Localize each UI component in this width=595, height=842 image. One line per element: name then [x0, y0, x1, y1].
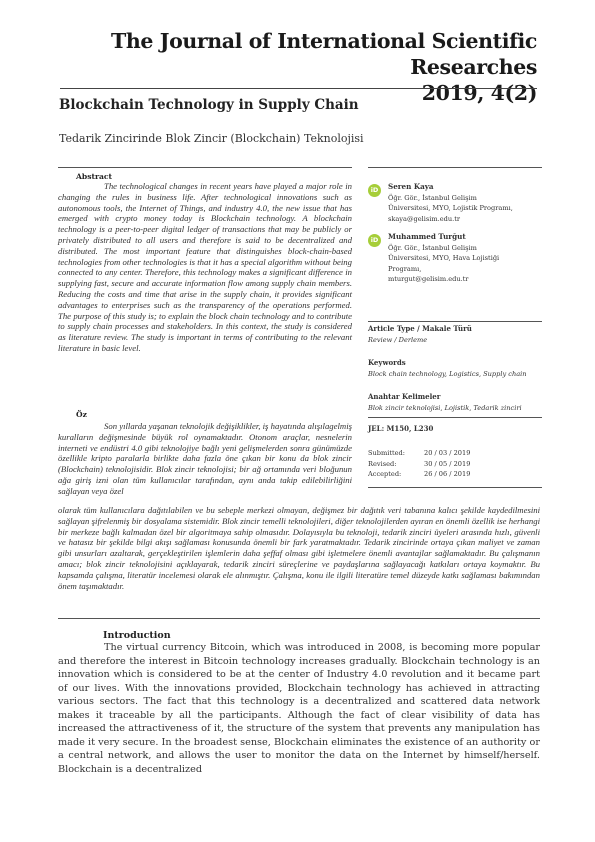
header-rule — [60, 88, 537, 89]
date-label: Accepted: — [368, 470, 402, 478]
author-name: Seren Kaya — [388, 182, 434, 191]
oz-text-part2: olarak tüm kullanıcılara dağıtılabilen ve bu sebeple merkezi olmayan, değişmez bir dağıtık veri tabanına kalıcı şekilde kaydedilmesini sağlayan şifrelenmiş bir dosyalama sistemidir. Blok zincir temelli teknolojileri, diğer teknolojilerden ayıran en önemli özellik ise herhangi bir merkeze bağlı kalmadan özel bir algoritmaya sahip olmasıdır. Dolayısıyla bu teknoloji, tedarik zinciri üyeleri arasında hızlı, güvenli ve hatasız bir şekilde bilgi akışı sağlaması konusunda önemli bir fark yaratmaktadır. Tedarik zincirinde ortaya çıkan maliyet ve zaman gibi unsurları azaltarak, gerçekleştirilen işlemlerin daha şeffaf olması gibi işletmelere önemli avantajlar sağlamaktadır. Bu çalışmanın amacı; blok zincir teknolojisini açıklayarak, tedarik zinciri süreçlerine ve paydaşlarına sağlayacağı katkıları ortaya koymaktır. Bu kapsamda çalışma, literatür incelemesi olarak ele alınmıştır. Çalışma, konu ile ilgili literatüre temel düzeyde katkı sağlaması bakımından önem taşımaktadır. — [58, 505, 540, 591]
anahtar-block — [368, 392, 548, 413]
abstract-top-rule — [58, 167, 352, 168]
journal-volume-line: 2019, 4(2) — [421, 81, 537, 105]
author-affiliation: Üniversitesi, MYO, Hava Lojistiği — [388, 254, 500, 262]
anahtar-label: Anahtar Kelimeler — [368, 392, 441, 401]
journal-title — [40, 28, 537, 106]
anahtar-value: Blok zincir teknolojisi, Lojistik, Tedarik zinciri — [368, 403, 522, 412]
date-row — [368, 469, 548, 480]
date-value: 26 / 06 / 2019 — [424, 470, 471, 478]
orcid-icon[interactable]: iD — [368, 234, 381, 247]
author-card — [368, 232, 548, 285]
date-row — [368, 448, 548, 459]
abstract-heading: Abstract — [76, 172, 113, 181]
introduction-heading: Introduction — [103, 630, 171, 641]
abstract-section — [58, 172, 352, 354]
author-affiliation: Öğr. Gör., İstanbul Gelişim — [388, 193, 477, 202]
oz-heading: Öz — [76, 410, 87, 419]
dates-block — [368, 448, 548, 480]
author-affiliation: Üniversitesi, MYO, Lojistik Programı, — [388, 204, 513, 212]
author-affiliation: Programı, — [388, 264, 422, 273]
author-name: Muhammed Turğut — [388, 232, 466, 241]
jel-block — [368, 424, 548, 435]
author-email[interactable]: skaya@gelisim.edu.tr — [388, 214, 461, 223]
article-type-block — [368, 324, 548, 345]
author-affiliation: Öğr. Gör., İstanbul Gelişim — [388, 243, 477, 252]
abstract-bottom-rule — [58, 618, 540, 619]
keywords-block — [368, 358, 548, 379]
introduction-text: The virtual currency Bitcoin, which was introduced in 2008, is becoming more popular and therefore the interest in Bitcoin technology increases gradually. Blockchain technology is an innovation which is considered to be at the center of Industry 4.0 revolution and it became part of our lives. With the innovations provided, Blockchain technology has achieved in attracting various sectors. The fact that this technology is a decentralized and scattered data network makes it traceable by all the participants. Although the fact of clear visibility of data has increased the attractiveness of it, the structure of the system that prevents any manipulation has made it very secure. In the broadest sense, Blockchain eliminates the existence of an authority or a central network, and allows the user to monitor the data on the Internet by himself/herself. Blockchain is a decentralized — [58, 642, 540, 775]
date-value: 30 / 05 / 2019 — [424, 459, 471, 468]
oz-section-full-width — [58, 505, 540, 591]
journal-title-line1: The Journal of International Scientific Researches — [111, 29, 537, 79]
date-label: Submitted: — [368, 449, 405, 457]
article-type-value: Review / Derleme — [368, 335, 428, 344]
oz-text-part1: Son yıllarda yaşanan teknolojik değişiklikler, iş hayatında alışılagelmiş kuralların değişmesinde büyük rol oynamaktadır. Otonom araçlar, nesnelerin interneti ve endüstri 4.0 gibi teknolojiye bağlı yeni gelişmelerden sonra günümüzde özellikle kripto paralarla birlikte daha fazla öne çıkan bir konu da blok zincir (Blockchain) teknolojisidir. Blok zincir teknolojisi; bir ağ ortamında veri bloğunun ağa giriş izni olan tüm kullanıcılar tarafından, aynı anda takip edilebilirliğini sağlayan veya özel — [58, 421, 352, 496]
article-subtitle: Tedarik Zincirinde Blok Zincir (Blockchain) Teknolojisi — [59, 132, 364, 145]
jel-codes: JEL: M150, L230 — [368, 424, 434, 433]
author-email[interactable]: mturgut@gelisim.edu.tr — [388, 275, 469, 283]
article-title: Blockchain Technology in Supply Chain — [59, 97, 359, 113]
sidebar-top-rule — [368, 167, 542, 168]
sidebar-bottom-rule — [368, 487, 542, 488]
sidebar-rule-1 — [368, 321, 542, 322]
date-row — [368, 459, 548, 470]
date-label: Revised: — [368, 459, 397, 468]
orcid-icon[interactable]: iD — [368, 184, 381, 197]
keywords-label: Keywords — [368, 358, 406, 367]
author-card — [368, 182, 548, 224]
article-type-label: Article Type / Makale Türü — [368, 324, 472, 333]
abstract-text: The technological changes in recent years have played a major role in changing the rules in business life. After technological innovations such as autonomous tools, the Internet of Things, and industry 4.0, the new issue that has emerged with crypto money today is Blockchain technology. A blockchain technology is a peer-to-peer digital ledger of transactions that may be publicly or privately distributed to all users and therefore is said to be decentralized and distributed. The most important feature that distinguishes block-chain-based technologies from other technologies is that it has a special algorithm without being connected to any center. Therefore, this technology makes a significant difference in supplying fast, secure and accurate information flow among supply chain members. Reducing the costs and time that arise in the supply chain, it provides significant advantages to enterprises such as the transparency of the operations performed. The purpose of this study is; to explain the block chain technology and to contribute to supply chain processes and stakeholders. In this context, the study is considered as literature review. The study is important in terms of contributing to the relevant literature in basic level. — [58, 181, 352, 353]
sidebar-rule-2 — [368, 417, 542, 418]
oz-section — [58, 421, 352, 497]
keywords-value: Block chain technology, Logistics, Supply chain — [368, 369, 527, 378]
date-value: 20 / 03 / 2019 — [424, 449, 471, 457]
author-panel — [368, 182, 548, 285]
